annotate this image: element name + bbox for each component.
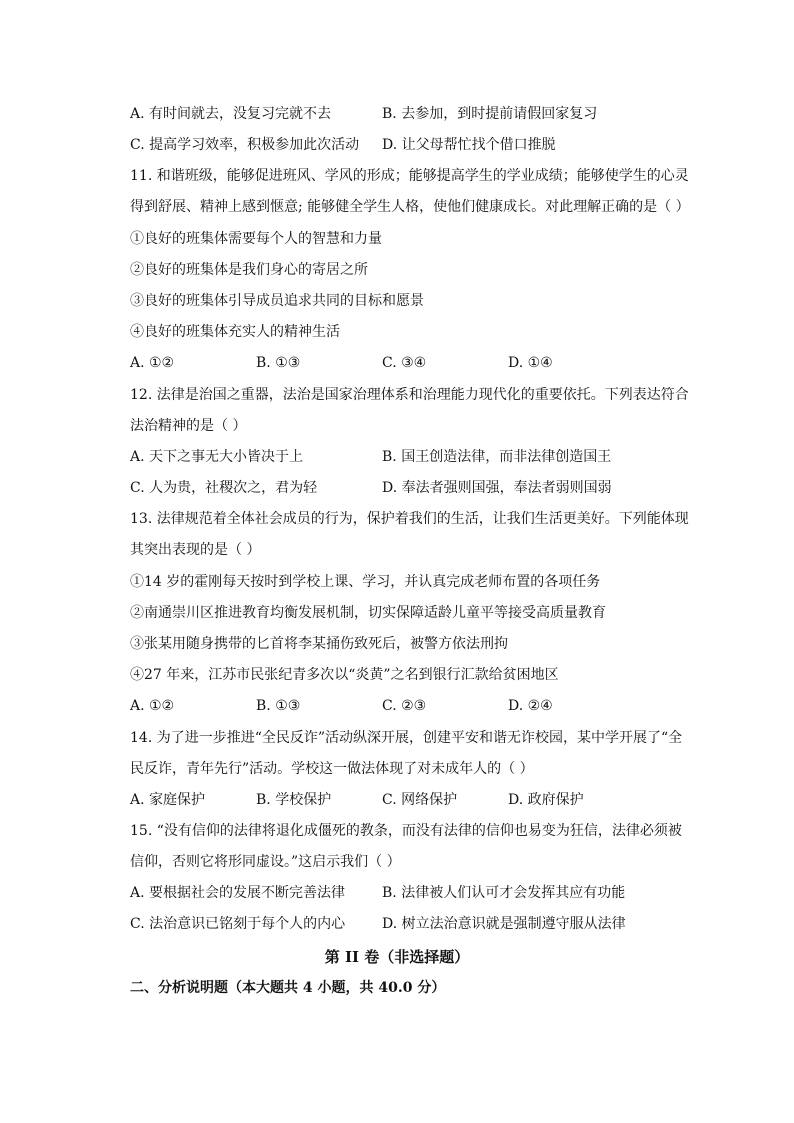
q13-option-c: C. ②③ [382, 698, 427, 714]
q12-stem-line2: 法治精神的是（ ） [130, 418, 247, 434]
q13-statement-4: ④27 年来，江苏市民张纪青多次以“炎黄”之名到银行汇款给贫困地区 [130, 667, 559, 683]
q11-statement-1: ①良好的班集体需要每个人的智慧和力量 [130, 231, 382, 247]
q15-option-d: D. 树立法治意识就是强制遵守服从法律 [382, 916, 626, 932]
q14-stem-line1: 14. 为了进一步推进“全民反诈”活动纵深开展，创建平安和谐无诈校园，某中学开展了“全 [130, 730, 683, 746]
q14-option-d: D. 政府保护 [508, 792, 584, 808]
q11-statement-4: ④良好的班集体充实人的精神生活 [130, 324, 340, 340]
q11-option-a: A. ①② [130, 355, 175, 371]
q13-statement-3: ③张某用随身携带的匕首将李某捅伤致死后，被警方依法刑拘 [130, 636, 508, 652]
q12-stem-line1: 12. 法律是治国之重器，法治是国家治理体系和治理能力现代化的重要依托。下列表达符合 [130, 387, 689, 403]
q10-option-c: C. 提高学习效率，积极参加此次活动 [130, 137, 360, 153]
q11-stem-line2: 得到舒展、精神上感到惬意; 能够健全学生人格，使他们健康成长。对此理解正确的是（ ） [130, 199, 690, 215]
q11-option-c: C. ③④ [382, 355, 427, 371]
q11-option-d: D. ①④ [508, 355, 553, 371]
q12-option-d: D. 奉法者强则国强，奉法者弱则国弱 [382, 480, 612, 496]
q10-option-d: D. 让父母帮忙找个借口推脱 [382, 137, 556, 153]
q13-statement-1: ①14 岁的霍刚每天按时到学校上课、学习，并认真完成老师布置的各项任务 [130, 574, 601, 590]
q11-statement-3: ③良好的班集体引导成员追求共同的目标和愿景 [130, 293, 424, 309]
q12-option-a: A. 天下之事无大小皆决于上 [130, 449, 304, 465]
q11-option-b: B. ①③ [256, 355, 301, 371]
q15-stem-line1: 15. “没有信仰的法律将退化成僵死的教条，而没有法律的信仰也易变为狂信，法律必须被 [130, 823, 682, 839]
q12-option-b: B. 国王创造法律，而非法律创造国王 [382, 449, 612, 465]
q13-option-b: B. ①③ [256, 698, 301, 714]
q13-option-a: A. ①② [130, 698, 175, 714]
q10-option-b: B. 去参加，到时提前请假回家复习 [382, 106, 598, 122]
q14-option-a: A. 家庭保护 [130, 792, 206, 808]
q14-option-c: C. 网络保护 [382, 792, 458, 808]
q11-stem-line1: 11. 和谐班级，能够促进班风、学风的形成；能够提高学生的学业成绩；能够使学生的心灵 [130, 168, 689, 184]
q13-stem-line2: 其突出表现的是（ ） [130, 542, 261, 558]
part-heading: 二、分析说明题（本大题共 4 小题，共 40.0 分） [130, 980, 446, 996]
q15-option-a: A. 要根据社会的发展不断完善法律 [130, 885, 346, 901]
q12-option-c: C. 人为贵，社稷次之，君为轻 [130, 480, 318, 496]
q15-stem-line2: 信仰，否则它将形同虚设。”这启示我们（ ） [130, 854, 401, 870]
q10-option-a: A. 有时间就去，没复习完就不去 [130, 106, 332, 122]
q13-stem-line1: 13. 法律规范着全体社会成员的行为，保护着我们的生活，让我们生活更美好。下列能体现 [130, 511, 689, 527]
q13-statement-2: ②南通崇川区推进教育均衡发展机制，切实保障适龄儿童平等接受高质量教育 [130, 605, 606, 621]
q14-option-b: B. 学校保护 [256, 792, 332, 808]
q14-stem-line2: 民反诈，青年先行”活动。学校这一做法体现了对未成年人的（ ） [130, 761, 534, 777]
q13-option-d: D. ②④ [508, 698, 553, 714]
q15-option-c: C. 法治意识已铭刻于每个人的内心 [130, 916, 346, 932]
q11-statement-2: ②良好的班集体是我们身心的寄居之所 [130, 262, 368, 278]
q15-option-b: B. 法律被人们认可才会发挥其应有功能 [382, 885, 626, 901]
section-title: 第 II 卷（非选择题） [324, 948, 470, 966]
